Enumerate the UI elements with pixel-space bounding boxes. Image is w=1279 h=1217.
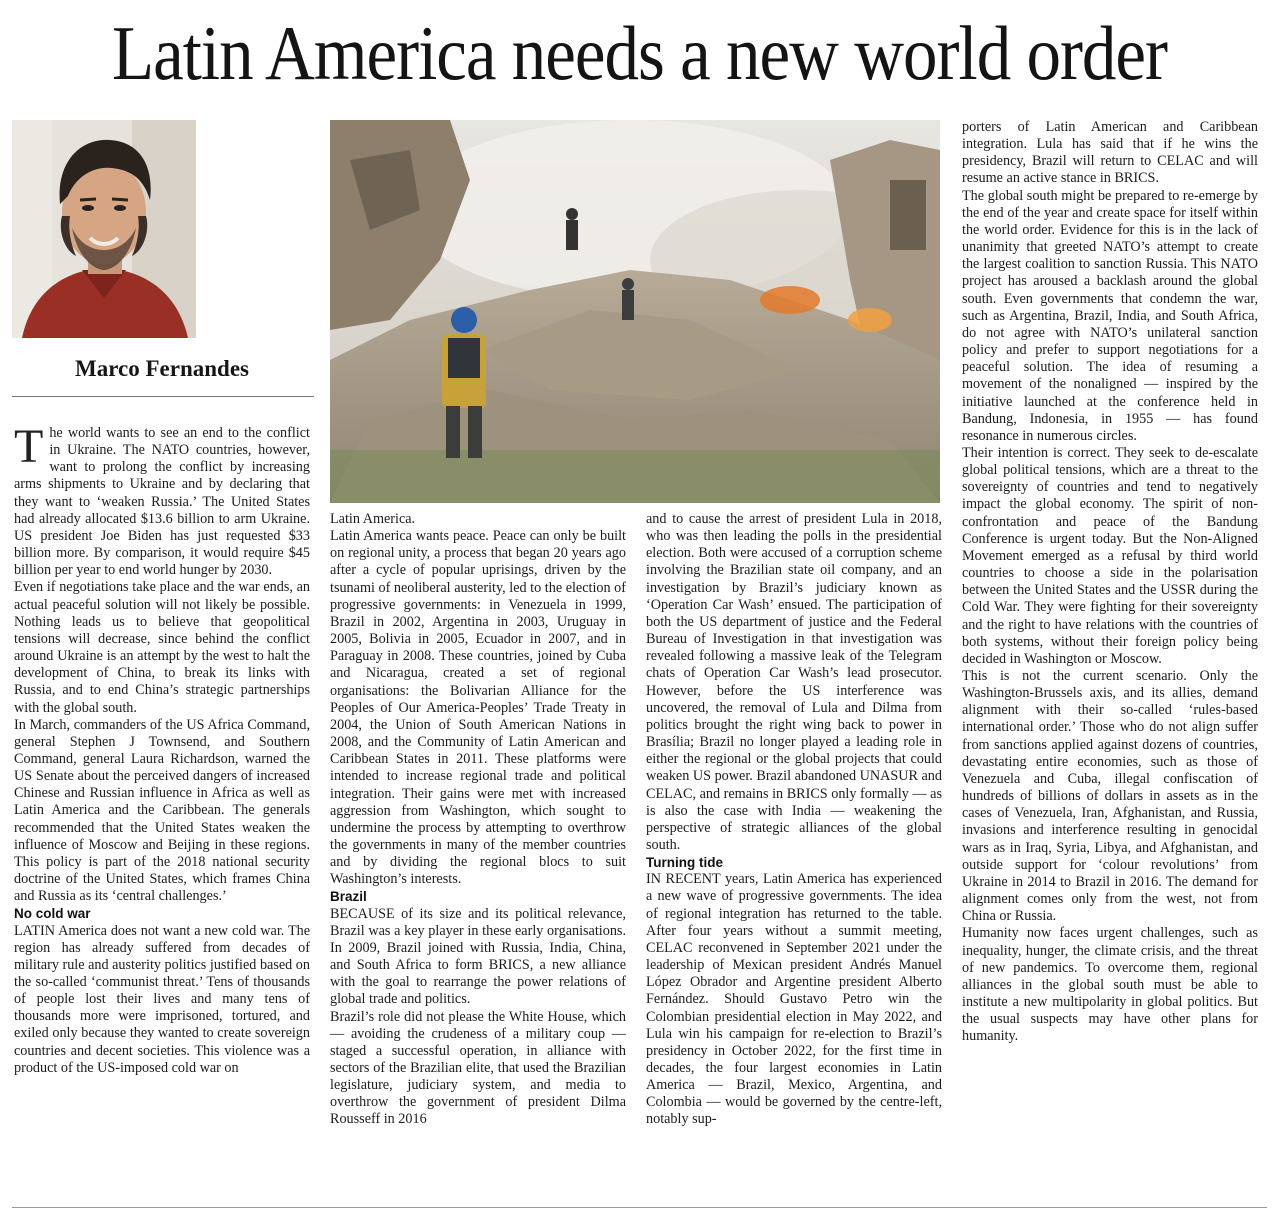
article-paragraph: Latin America.	[330, 511, 416, 527]
article-paragraph: Humanity now faces urgent challenges, such as inequality, hunger, the climate crisis, and the threat of new pandemics. To overcome them, regional alliances in the global south must be able to institute a new multipolarity in global politics. But the usual suspects may have other plans for humanity.	[962, 925, 1258, 1045]
bottom-divider	[12, 1207, 1267, 1208]
article-column-1	[14, 420, 310, 1077]
byline-divider	[12, 396, 314, 397]
article-paragraph: porters of Latin American and Caribbean integration. Lula has said that if he wins the presidency, Brazil will return to CELAC and will resume an active stance in BRICS.	[962, 119, 1258, 187]
subheading-brazil: Brazil	[330, 889, 367, 905]
war-photo	[330, 120, 940, 503]
rubble-scene-illustration	[330, 120, 940, 503]
subheading-turning-tide: Turning tide	[646, 855, 723, 871]
author-photo	[12, 120, 196, 338]
article-paragraph: BECAUSE of its size and its political relevance, Brazil was a key player in these early organisations. In 2009, Brazil joined with Russia, India, China, and South Africa to form BRICS, a new alliance with the goal to rearrange the power relations of global trade and politics.	[330, 905, 626, 1008]
article-paragraph: Latin America wants peace. Peace can only be built on regional unity, a process that began 20 years ago after a cycle of popular uprisings, driven by the tsunami of neoliberal austerity, led to the election of progressive governments: in Venezuela in 1999, Brazil in 2002, Argentina in 2003, Uruguay in 2005, Bolivia in 2005, Ecuador in 2007, and in Paraguay in 2008. These countries, joined by Cuba and Nicaragua, created a set of regional organisations: the Bolivarian Alliance for the Peoples of Our America-Peoples’ Trade Treaty in 2004, the Union of South American Nations in 2008, and the Community of Latin American and Caribbean States in 2011. These platforms were intended to increase regional trade and political integration. Their gains were met with increased aggression from Washington, which sought to undermine the process by attempting to overthrow the governments in many of the member countries and by dividing the regional blocs to suit Washington’s interests.	[330, 528, 626, 888]
article-paragraph: Their intention is correct. They seek to de-escalate global political tensions, which are a threat to the sovereignty of countries and tend to negatively impact the global economy. The spirit of non-confrontation and peace of the Bandung Conference is urgent today. But the Non-Aligned Movement emerged as a refusal by third world countries to choose a side in the polarisation between the United States and the USSR during the Cold War. They were fighting for their sovereignty and the right to have relations with the countries of both systems, without their foreign policy being decided in Washington or Moscow.	[962, 444, 1258, 667]
paragraph-text: he world wants to see an end to the conflict in Ukraine. The NATO countries, however, want to prolong the conflict by increasing arms shipments to Ukraine and by declaring that they want to ‘weaken Russia.’ The United States had already allocated $13.6 billion to arm Ukraine. US president Joe Biden has just requested $33 billion more. By comparison, it would require $45 billion per year to end world hunger by 2030.	[14, 425, 310, 579]
author-portrait-illustration	[12, 120, 196, 338]
article-paragraph	[14, 420, 310, 579]
article-paragraph: IN RECENT years, Latin America has experienced a new wave of progressive governments. The idea of regional integration has returned to the table. After four years without a summit meeting, CELAC reconvened in September 2021 under the leadership of Mexican president Andrés Manuel López Obrador and Argentine president Alberto Fernández. Should Gustavo Petro win the Colombian presidential election in May 2022, and Lula win his campaign for re-election to Brazil’s presidency in October 2022, for the first time in decades, the four largest economies in Latin America — Brazil, Mexico, Argentina, and Colombia — would be governed by the centre-left, notably sup-	[646, 871, 942, 1128]
article-paragraph: and to cause the arrest of president Lula in 2018, who was then leading the polls in the presidential election. Both were accused of a corruption scheme involving the Brazilian state oil company, and an investigation by Brazil’s judiciary known as ‘Operation Car Wash’ ensued. The participation of both the US department of justice and the Federal Bureau of Investigation in that investigation was revealed following a massive leak of the Telegram chats of Operation Car Wash’s lead prosecutor. However, before the US interference was uncovered, the removal of Lula and Dilma from politics brought the right wing back to power in Brasília; Brazil no longer played a leading role in either the regional or the global projects that could weaken US power. Brazil abandoned UNASUR and CELAC, and remains in BRICS only formally — as is also the case with India — weakening the perspective of strategic alliances of the global south.	[646, 511, 942, 853]
article-paragraph: LATIN America does not want a new cold war. The region has already suffered from decades of military rule and austerity politics justified based on the so-called ‘communist threat.’ Tens of thousands of people lost their lives and many tens of thousands more were imprisoned, tortured, and exiled only because they wanted to create sovereign countries and decent societies. This violence was a product of the US-imposed cold war on	[14, 922, 310, 1076]
article-column-4	[962, 119, 1258, 1045]
article-column-2	[330, 511, 626, 1129]
headline: Latin America needs a new world order	[111, 10, 1168, 96]
author-byline: Marco Fernandes	[75, 356, 249, 381]
drop-cap: T	[14, 420, 44, 473]
article-paragraph: In March, commanders of the US Africa Command, general Stephen J Townsend, and Southern Command, general Laura Richardson, warned the US Senate about the perceived dangers of increased Chinese and Russian influence in Africa as well as Latin America and the Caribbean. The generals recommended that the United States weaken the influence of Moscow and Beijing in these regions. This policy is part of the 2018 national security doctrine of the United States, which frames China and Russia as its ‘central challenges.’	[14, 716, 310, 905]
article-paragraph: This is not the current scenario. Only the Washington-Brussels axis, and its allies, demand alignment with their so-called ‘rules-based international order.’ Those who do not align suffer from sanctions applied against dozens of countries, devastating entire economies, such as those of Venezuela and Cuba, illegal confiscation of hundreds of billions of dollars in assets as in the cases of Venezuela, Iran, Afghanistan, and Russia, invasions and interference resulting in genocidal wars as in Iraq, Syria, Libya, and Afghanistan, and outside support for ‘colour revolutions’ from Ukraine in 2014 to Brazil in 2016. The demand for alignment comes only from the west, not from China or Russia.	[962, 668, 1258, 925]
article-paragraph: Brazil’s role did not please the White House, which — avoiding the crudeness of a military coup — staged a successful operation, in alliance with sectors of the Brazilian elite, that used the Brazilian legislature, judiciary system, and media to overthrow the government of president Dilma Rousseff in 2016	[330, 1008, 626, 1128]
article-paragraph: The global south might be prepared to re-emerge by the end of the year and create space for itself within the world order. Evidence for this is in the lack of unanimity that greeted NATO’s attempt to create the largest coalition to sanction Russia. This NATO project has aroused a backlash around the global south. Even governments that condemn the war, such as Argentina, Brazil, India, and South Africa, do not agree with NATO’s unilateral sanction policy and prefer to support negotiations for a peaceful solution. The idea of resuming a movement of the nonaligned — inspired by the initiative launched at the conference held in Bandung, Indonesia, in 1955 — has found resonance in numerous circles.	[962, 187, 1258, 444]
article-paragraph: Even if negotiations take place and the war ends, an actual peaceful solution will not likely be possible. Nothing leads us to believe that geopolitical tensions will decrease, since behind the conflict around Ukraine is an attempt by the west to halt the development of China, to break its links with Russia, and to end China’s strategic partnerships with the global south.	[14, 579, 310, 716]
article-column-3	[646, 511, 942, 1129]
subheading-no-cold-war: No cold war	[14, 906, 91, 922]
